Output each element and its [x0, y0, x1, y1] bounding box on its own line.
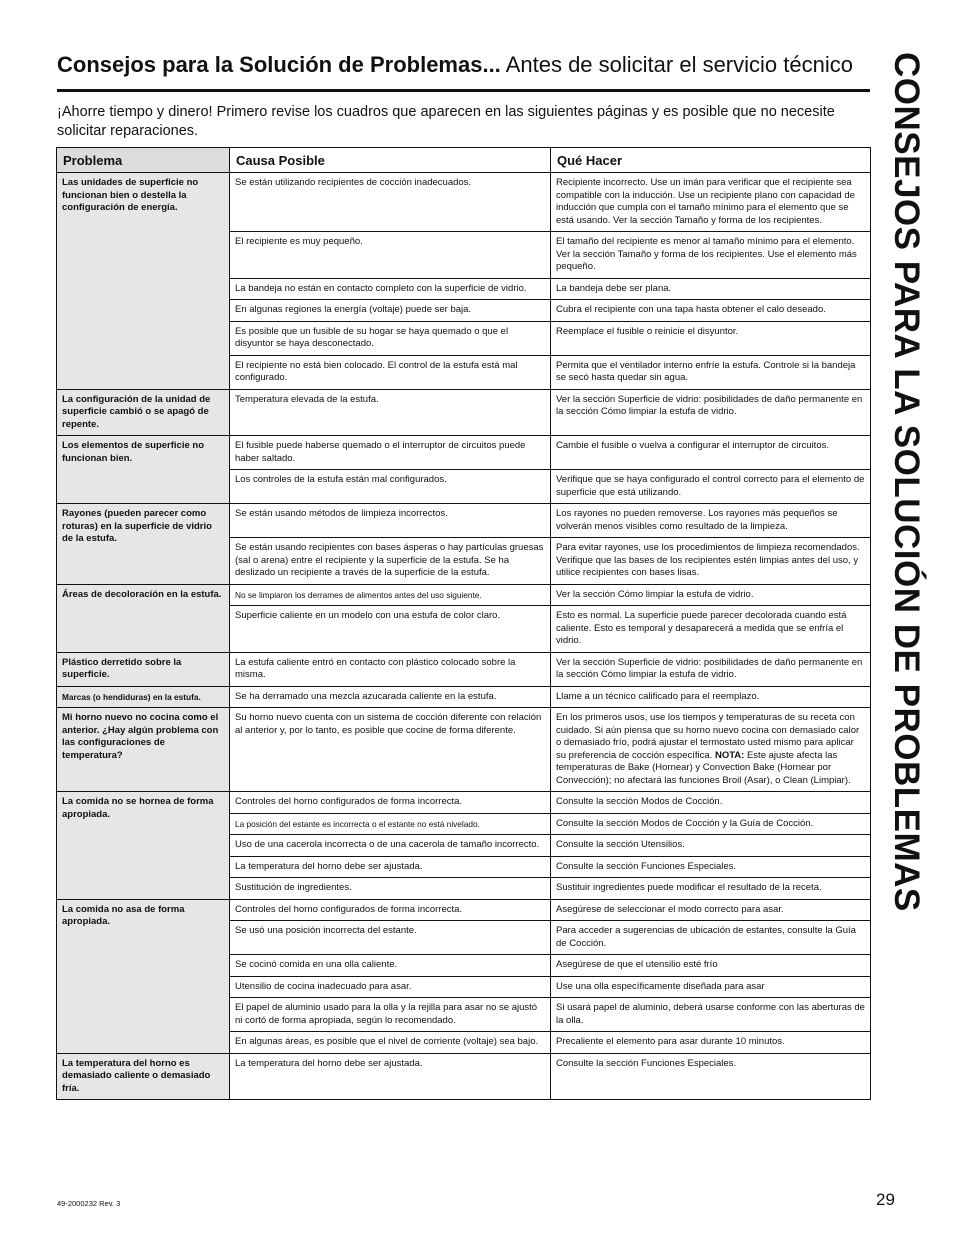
- action-cell: Si usará papel de aluminio, deberá usarse conforme con las aberturas de la olla.: [551, 998, 871, 1032]
- header-cause: Causa Posible: [230, 148, 551, 173]
- table-row: [57, 686, 871, 708]
- action-cell: Ver la sección Cómo limpiar la estufa de vidrio.: [551, 584, 871, 606]
- action-cell: Los rayones no pueden removerse. Los rayones más pequeños se volverán menos visibles como resultado de la limpieza.: [551, 504, 871, 538]
- cause-cell: El recipiente es muy pequeño.: [230, 232, 551, 279]
- table-row: [57, 652, 871, 686]
- action-cell: Sustituir ingredientes puede modificar el resultado de la receta.: [551, 878, 871, 900]
- action-cell: Recipiente incorrecto. Use un imán para verificar que el recipiente sea compatible con la inducción. Use un recipiente plano con capacidad de inducción que cumpla con el tamaño mínimo para el elemento que se está usando. Ver la sección Tamaño y forma de los recipientes.: [551, 173, 871, 232]
- action-cell: Reemplace el fusible o reinicie el disyuntor.: [551, 321, 871, 355]
- action-cell: Consulte la sección Funciones Especiales.: [551, 1053, 871, 1100]
- problem-cell: La temperatura del horno es demasiado caliente o demasiado fría.: [57, 1053, 230, 1100]
- table-row: [57, 173, 871, 232]
- title-rule: [57, 89, 870, 92]
- cause-cell: Sustitución de ingredientes.: [230, 878, 551, 900]
- action-cell: Cubra el recipiente con una tapa hasta obtener el calo deseado.: [551, 300, 871, 322]
- action-cell: Precaliente el elemento para asar durante 10 minutos.: [551, 1032, 871, 1054]
- action-cell: Consulte la sección Funciones Especiales.: [551, 856, 871, 878]
- table-header-row: [57, 148, 871, 173]
- action-note-text: Este ajuste afecta las temperaturas de Bake (Hornear) y Convection Bake (Hornear por Convección); no afectará las funciones Broil (Asar), o Clean (Limpiar).: [556, 749, 851, 786]
- troubleshooting-table: [56, 147, 871, 1100]
- cause-cell: Uso de una cacerola incorrecta o de una cacerola de tamaño incorrecto.: [230, 835, 551, 857]
- action-cell: Asegúrese de seleccionar el modo correcto para asar.: [551, 899, 871, 921]
- action-cell: Para evitar rayones, use los procedimientos de limpieza recomendados. Verifique que las bases de los recipientes estén limpias antes del uso, y utilice recipientes con bases lisas.: [551, 538, 871, 585]
- cause-cell: La temperatura del horno debe ser ajustada.: [230, 856, 551, 878]
- problem-cell: La comida no se hornea de forma apropiada.: [57, 792, 230, 900]
- document-number: 49-2000232 Rev. 3: [57, 1199, 121, 1208]
- table-row: [57, 504, 871, 538]
- action-cell: Esto es normal. La superficie puede parecer decolorada cuando está caliente. Esto es temporal y desaparecerá a medida que se enfría el vidrio.: [551, 606, 871, 653]
- title-subtitle: Antes de solicitar el servicio técnico: [500, 52, 853, 77]
- problem-cell: La comida no asa de forma apropiada.: [57, 899, 230, 1053]
- cause-cell: Superficie caliente en un modelo con una estufa de color claro.: [230, 606, 551, 653]
- action-cell: Consulte la sección Utensilios.: [551, 835, 871, 857]
- action-cell: Consulte la sección Modos de Cocción y la Guía de Cocción.: [551, 813, 871, 835]
- table-row: [57, 389, 871, 436]
- cause-cell: Temperatura elevada de la estufa.: [230, 389, 551, 436]
- cause-cell: Se están usando recipientes con bases ásperas o hay partículas gruesas (sal o arena) entre el recipiente y la superficie de la estufa. Se ha deslizado un recipiente a través de la superficie de la estufa.: [230, 538, 551, 585]
- cause-cell: Es posible que un fusible de su hogar se haya quemado o que el disyuntor se haya desconectado.: [230, 321, 551, 355]
- table-row: [57, 708, 871, 792]
- cause-cell: Se usó una posición incorrecta del estante.: [230, 921, 551, 955]
- title-bold: Consejos para la Solución de Problemas...: [57, 52, 501, 77]
- action-cell: Consulte la sección Modos de Cocción.: [551, 792, 871, 814]
- action-cell: Verifique que se haya configurado el control correcto para el elemento de superficie que está utilizando.: [551, 470, 871, 504]
- cause-cell: Se están usando métodos de limpieza incorrectos.: [230, 504, 551, 538]
- cause-cell: El papel de aluminio usado para la olla y la rejilla para asar no se ajustó ni cortó de forma apropiada, según lo recomendado.: [230, 998, 551, 1032]
- cause-cell: Se cocinó comida en una olla caliente.: [230, 955, 551, 977]
- problem-cell: Rayones (pueden parecer como roturas) en la superficie de vidrio de la estufa.: [57, 504, 230, 585]
- cause-cell: El recipiente no está bien colocado. El control de la estufa está mal configurado.: [230, 355, 551, 389]
- page-title: [57, 52, 873, 78]
- table-row: [57, 899, 871, 921]
- action-cell: Use una olla específicamente diseñada para asar: [551, 976, 871, 998]
- problem-cell: Áreas de decoloración en la estufa.: [57, 584, 230, 652]
- cause-cell: En algunas regiones la energía (voltaje) puede ser baja.: [230, 300, 551, 322]
- header-action: Qué Hacer: [551, 148, 871, 173]
- page-number: 29: [876, 1190, 895, 1209]
- cause-cell: La estufa caliente entró en contacto con plástico colocado sobre la misma.: [230, 652, 551, 686]
- cause-cell: La temperatura del horno debe ser ajustada.: [230, 1053, 551, 1100]
- action-cell: Llame a un técnico calificado para el reemplazo.: [551, 686, 871, 708]
- action-cell: Ver la sección Superficie de vidrio: posibilidades de daño permanente en la sección Cómo limpiar la estufa de vidrio.: [551, 652, 871, 686]
- cause-cell: Los controles de la estufa están mal configurados.: [230, 470, 551, 504]
- side-title-text: CONSEJOS PARA LA SOLUCIÓN DE PROBLEMAS: [887, 52, 926, 912]
- problem-cell: Mi horno nuevo no cocina como el anterior. ¿Hay algún problema con las configuraciones de temperatura?: [57, 708, 230, 792]
- cause-cell: Su horno nuevo cuenta con un sistema de cocción diferente con relación al anterior y, por lo tanto, es posible que cocine de forma diferente.: [230, 708, 551, 792]
- action-cell: La bandeja debe ser plana.: [551, 278, 871, 300]
- action-cell: Cambie el fusible o vuelva a configurar el interruptor de circuitos.: [551, 436, 871, 470]
- problem-cell: Los elementos de superficie no funcionan bien.: [57, 436, 230, 504]
- cause-cell: Controles del horno configurados de forma incorrecta.: [230, 792, 551, 814]
- header-problem: Problema: [57, 148, 230, 173]
- side-title: [886, 52, 926, 912]
- cause-cell: Utensilio de cocina inadecuado para asar.: [230, 976, 551, 998]
- action-text: En los primeros usos, use los tiempos y temperaturas de su receta con cuidado. Si aún piensa que su horno nuevo cocina con demasiado calor o demasiado frío, podrá ajustar el termostato usted mismo para aplicar su preferencia de cocción específica.: [556, 712, 860, 761]
- action-note-label: NOTA:: [714, 749, 745, 761]
- table-body: [57, 173, 871, 1100]
- action-cell: El tamaño del recipiente es menor al tamaño mínimo para el elemento. Ver la sección Tamaño y forma de los recipientes. Use el elemento más pequeño.: [551, 232, 871, 279]
- action-cell: Para acceder a sugerencias de ubicación de estantes, consulte la Guía de Cocción.: [551, 921, 871, 955]
- cause-cell: Se están utilizando recipientes de cocción inadecuados.: [230, 173, 551, 232]
- cause-cell: La bandeja no están en contacto completo con la superficie de vidrio.: [230, 278, 551, 300]
- cause-cell: El fusible puede haberse quemado o el interruptor de circuitos puede haber saltado.: [230, 436, 551, 470]
- intro-text: ¡Ahorre tiempo y dinero! Primero revise los cuadros que aparecen en las siguientes páginas y es posible que no necesite solicitar reparaciones.: [57, 104, 835, 139]
- action-cell: [551, 708, 871, 792]
- action-cell: Asegúrese de que el utensilio esté frío: [551, 955, 871, 977]
- cause-cell: No se limpiaron los derrames de alimentos antes del uso siguiente.: [230, 584, 551, 606]
- cause-cell: Se ha derramado una mezcla azucarada caliente en la estufa.: [230, 686, 551, 708]
- table-row: [57, 584, 871, 606]
- action-cell: Ver la sección Superficie de vidrio: posibilidades de daño permanente en la sección Cómo limpiar la estufa de vidrio.: [551, 389, 871, 436]
- problem-cell: Plástico derretido sobre la superficie.: [57, 652, 230, 686]
- problem-cell: La configuración de la unidad de superficie cambió o se apagó de repente.: [57, 389, 230, 436]
- cause-cell: Controles del horno configurados de forma incorrecta.: [230, 899, 551, 921]
- action-cell: Permita que el ventilador interno enfríe la estufa. Controle si la bandeja se secó hasta quedar sin agua.: [551, 355, 871, 389]
- table-row: [57, 436, 871, 470]
- problem-cell: Las unidades de superficie no funcionan bien o destella la configuración de energía.: [57, 173, 230, 390]
- table-row: [57, 792, 871, 814]
- cause-cell: La posición del estante es incorrecta o el estante no está nivelado.: [230, 813, 551, 835]
- problem-cell: Marcas (o hendiduras) en la estufa.: [57, 686, 230, 708]
- table-row: [57, 1053, 871, 1100]
- cause-cell: En algunas áreas, es posible que el nivel de corriente (voltaje) sea bajo.: [230, 1032, 551, 1054]
